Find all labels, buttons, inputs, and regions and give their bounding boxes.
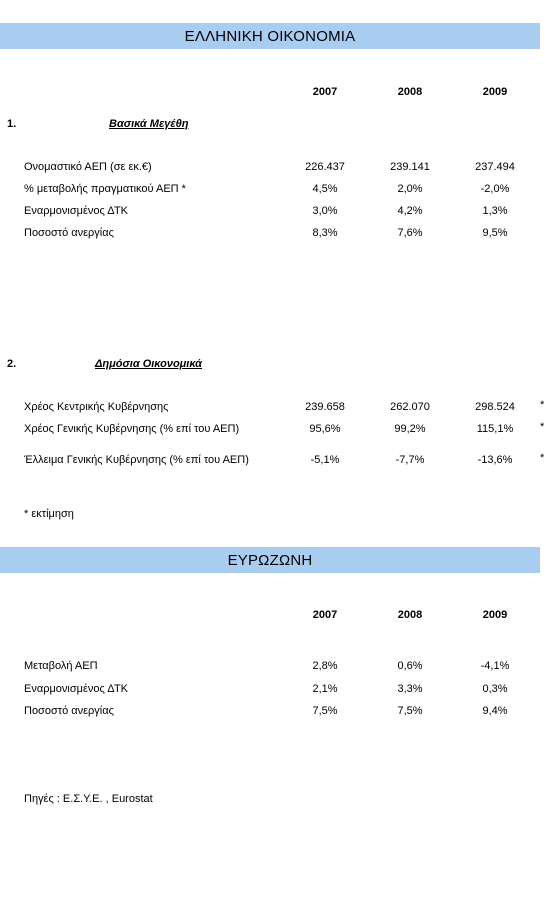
value-2007: 95,6%: [309, 423, 341, 435]
value-2007: 239.658: [305, 401, 345, 413]
value-2009: 9,4%: [482, 705, 508, 717]
value-2007: 4,5%: [312, 183, 338, 195]
year-header-2008: 2008: [397, 86, 423, 98]
value-2008: 3,3%: [397, 683, 423, 695]
estimate-footnote: * εκτίμηση: [24, 508, 74, 520]
sources-note: Πηγές : Ε.Σ.Υ.Ε. , Eurostat: [24, 793, 153, 805]
value-2009: 237.494: [475, 161, 515, 173]
value-2007: 2,8%: [312, 660, 338, 672]
value-2008: 239.141: [390, 161, 430, 173]
row-label: Μεταβολή ΑΕΠ: [24, 660, 98, 672]
value-2009: 298.524: [475, 401, 515, 413]
section-1-title: Βασικά Μεγέθη: [109, 118, 189, 130]
section-1-number: 1.: [7, 118, 17, 130]
greek-economy-header: [0, 23, 540, 49]
section-2-number: 2.: [7, 358, 17, 370]
row-label: Εναρμονισμένος ΔΤΚ: [24, 205, 129, 217]
greek-economy-title: ΕΛΛΗΝΙΚΗ ΟΙΚΟΝΟΜΙΑ: [184, 27, 356, 45]
value-2008: 99,2%: [394, 423, 426, 435]
value-2009: 1,3%: [482, 205, 508, 217]
value-2008: 4,2%: [397, 205, 423, 217]
value-2007: 3,0%: [312, 205, 338, 217]
row-label: % μεταβολής πραγματικού ΑΕΠ *: [24, 183, 186, 195]
row-label: Χρέος Κεντρικής Κυβέρνησης: [24, 401, 169, 413]
eurozone-year-2008: 2008: [397, 609, 423, 621]
value-2008: 7,6%: [397, 227, 423, 239]
value-2007: 2,1%: [312, 683, 338, 695]
estimate-mark: *: [540, 399, 545, 411]
value-2007: 7,5%: [312, 705, 338, 717]
eurozone-year-2009: 2009: [482, 609, 508, 621]
eurozone-year-2007: 2007: [312, 609, 338, 621]
value-2009: -2,0%: [480, 183, 510, 195]
row-label: Χρέος Γενικής Κυβέρνησης (% επί του ΑΕΠ): [24, 423, 240, 435]
eurozone-title: ΕΥΡΩΖΩΝΗ: [227, 551, 313, 569]
row-label: Ποσοστό ανεργίας: [24, 227, 114, 239]
value-2009: 9,5%: [482, 227, 508, 239]
eurozone-header: [0, 547, 540, 573]
value-2007: 226.437: [305, 161, 345, 173]
value-2007: -5,1%: [310, 454, 340, 466]
value-2008: 262.070: [390, 401, 430, 413]
value-2007: 8,3%: [312, 227, 338, 239]
value-2009: 0,3%: [482, 683, 508, 695]
value-2008: 7,5%: [397, 705, 423, 717]
section-2-title: Δημόσια Οικονομικά: [95, 358, 202, 370]
value-2009: -4,1%: [480, 660, 510, 672]
estimate-mark: *: [540, 421, 545, 433]
value-2009: -13,6%: [477, 454, 513, 466]
row-label: Ποσοστό ανεργίας: [24, 705, 114, 717]
value-2008: -7,7%: [395, 454, 425, 466]
year-header-2009: 2009: [482, 86, 508, 98]
value-2009: 115,1%: [476, 423, 514, 435]
row-label: Έλλειμα Γενικής Κυβέρνησης (% επί του ΑΕΠ): [24, 454, 249, 466]
year-header-2007: 2007: [312, 86, 338, 98]
row-label: Εναρμονισμένος ΔΤΚ: [24, 683, 129, 695]
estimate-mark: *: [540, 452, 545, 464]
row-label: Ονομαστικό ΑΕΠ (σε εκ.€): [24, 161, 152, 173]
value-2008: 0,6%: [397, 660, 423, 672]
value-2008: 2,0%: [397, 183, 423, 195]
